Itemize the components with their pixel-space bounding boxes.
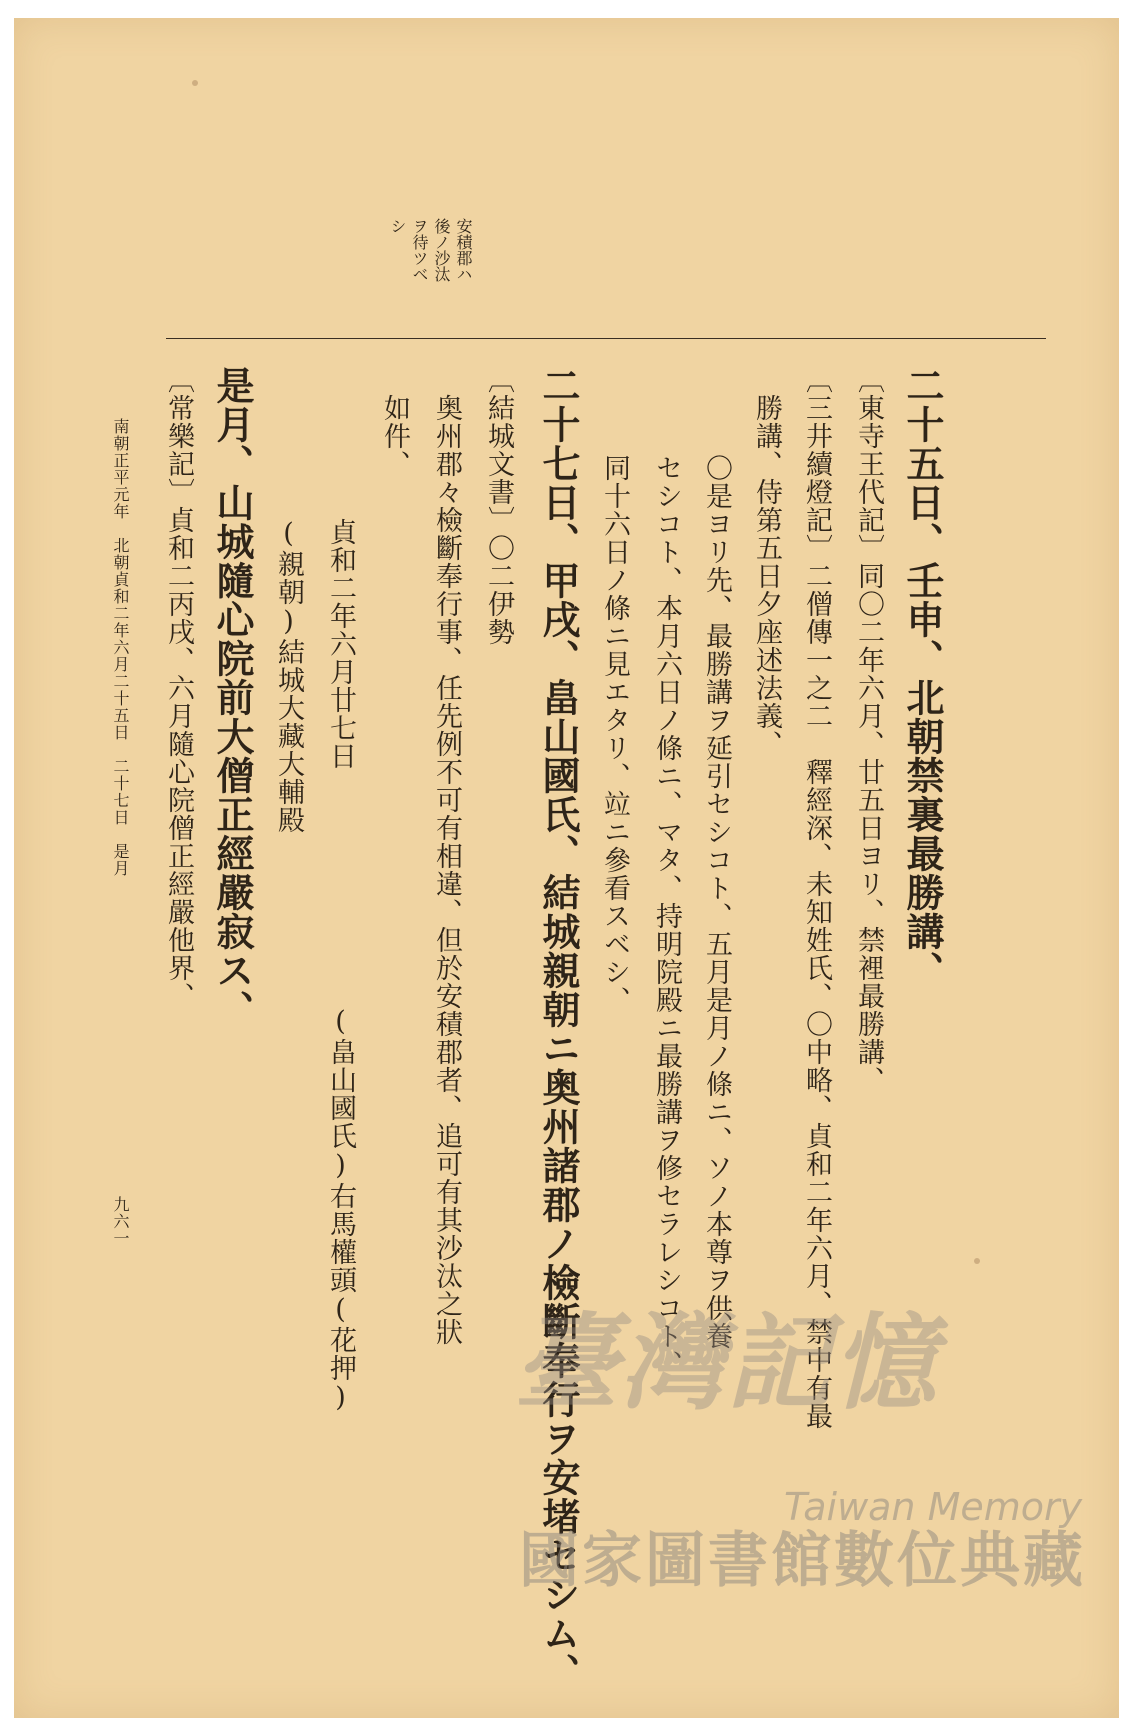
watermark-logo: 臺灣記憶: [514, 1301, 939, 1424]
editor-note-line-1: 〇是ヨリ先、最勝講ヲ延引セシコト、五月是月ノ條ニ、ソノ本尊ヲ供養: [701, 454, 732, 1350]
header-note-col-4: シ: [388, 218, 407, 234]
watermark-chinese: 國家圖書館數位典藏: [519, 1526, 1086, 1596]
entry-27th-heading: 二十七日、甲戌、畠山國氏、結城親朝ニ奥州諸郡ノ檢斷奉行ヲ安堵セシム、: [536, 366, 581, 1692]
editor-note-line-3: 同十六日ノ條ニ見エタリ、竝ニ參看スベシ、: [599, 454, 630, 1014]
mii-zokutouki-citation: 〔三井續燈記〕二僧傳一之二 釋經深、未知姓氏、〇中略、貞和二年六月、禁中有最: [801, 366, 832, 1430]
document-addressee: (親朝)結城大藏大輔殿: [273, 518, 304, 834]
header-divider: [166, 338, 1046, 339]
paper-speck: [192, 80, 198, 86]
month-entry-heading: 是月、山城隨心院前大僧正經嚴寂ス、: [210, 366, 255, 1029]
document-body-line-1: 奥州郡々檢斷奉行事、任先例不可有相違、但於安積郡者、追可有其沙汰之狀: [431, 394, 462, 1346]
running-footer: 南朝正平元年 北朝貞和二年六月二十五日 二十七日 是月: [111, 418, 130, 877]
page-number: 九六一: [111, 1196, 130, 1247]
header-note-col-1: 安積郡ハ: [454, 218, 473, 282]
document-date: 貞和二年六月廿七日: [325, 518, 356, 770]
watermark-english: Taiwan Memory: [784, 1485, 1083, 1529]
entry-25th-heading: 二十五日、壬申、北朝禁裏最勝講、: [900, 366, 945, 990]
header-note-col-2: 後ノ沙汰: [432, 218, 451, 282]
jorakuki-citation: 〔常樂記〕貞和二丙戌、六月隨心院僧正經嚴他界、: [163, 366, 194, 1010]
mii-zokutouki-continued: 勝講、侍第五日夕座述法義、: [751, 394, 782, 758]
header-note-col-3: ヲ待ツベ: [410, 218, 429, 282]
yuki-monjo-citation: 〔結城文書〕〇二伊勢: [483, 366, 514, 646]
document-signature: (畠山國氏)右馬權頭(花押): [325, 1006, 356, 1414]
paper-speck: [974, 1258, 980, 1264]
document-body-line-2: 如件、: [379, 394, 410, 478]
editor-note-line-2: セシコト、本月六日ノ條ニ、マタ、持明院殿ニ最勝講ヲ修セラレシコト、: [651, 454, 682, 1378]
document-page: [14, 18, 1119, 1718]
toji-oudaiki-citation: 〔東寺王代記〕同〇二年六月、廿五日ヨリ、禁裡最勝講、: [853, 366, 884, 1094]
